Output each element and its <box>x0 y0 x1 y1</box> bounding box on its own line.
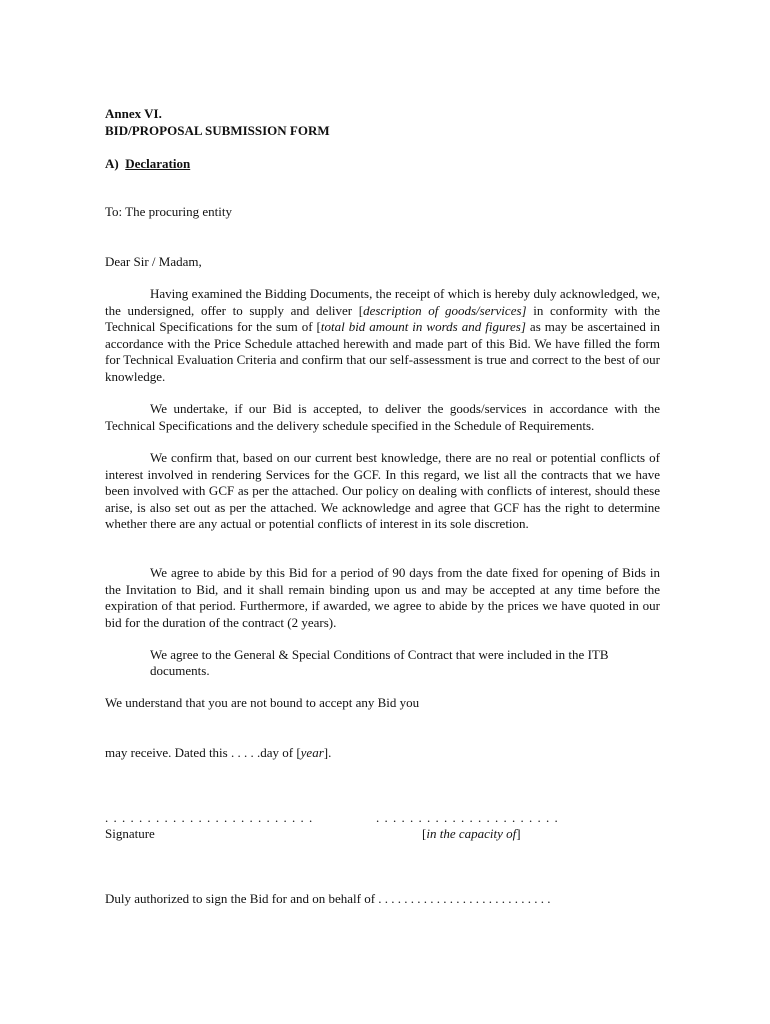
paragraph-2: We undertake, if our Bid is accepted, to deliver the goods/services in accordance with the Technical Specifications and the delivery schedule specified in the Schedule of Requirements. <box>105 401 660 433</box>
section-letter: A) <box>105 156 119 171</box>
paragraph-5-line-1: We agree to the General & Special Conditions of Contract that were included in the ITB <box>150 647 609 662</box>
salutation: Dear Sir / Madam, <box>105 254 202 269</box>
capacity-label: [in the capacity of] <box>422 826 521 841</box>
paragraph-1: Having examined the Bidding Documents, the receipt of which is hereby duly acknowledged, we, the undersigned, offer to supply and deliver [description of goods/services] in conformity with the Technical Specifications for the sum of [total bid amount in words and figures] as may be ascertained in accordance with the Price Schedule attached herewith and made part of this Bid. We have filled the form for Technical Evaluation Criteria and confirm that our self-assessment is true and correct to the best of our knowledge. <box>105 286 660 384</box>
paragraph-4: We agree to abide by this Bid for a period of 90 days from the date fixed for opening of Bids in the Invitation to Bid, and it shall remain binding upon us and may be accepted at any time before the expiration of that period. Furthermore, if awarded, we agree to abide by the prices we have quoted in our bid for the duration of the contract (2 years). <box>105 565 660 630</box>
signature-dots-right: . . . . . . . . . . . . . . . . . . . . . . <box>376 810 559 825</box>
date-line: may receive. Dated this . . . . .day of [year]. <box>105 745 332 760</box>
authorization-line: Duly authorized to sign the Bid for and on behalf of . . . . . . . . . . . . . . . . . . . . . . . . . . . <box>105 891 551 906</box>
paragraph-6: We understand that you are not bound to accept any Bid you <box>105 695 420 710</box>
signature-label: Signature <box>105 826 155 841</box>
form-title: BID/PROPOSAL SUBMISSION FORM <box>105 123 330 138</box>
paragraph-5-line-2: documents. <box>150 663 210 678</box>
annex-label: Annex VI. <box>105 106 162 121</box>
paragraph-3: We confirm that, based on our current best knowledge, there are no real or potential conflicts of interest involved in rendering Services for the GCF. In this regard, we list all the contracts that we have been involved with GCF as per the attached. Our policy on dealing with conflicts of interest, should these arise, is also set out as per the attached. We acknowledge and agree that GCF has the right to determine whether there are any actual or potential conflicts of interest in its sole discretion. <box>105 450 660 531</box>
addressee: To: The procuring entity <box>105 204 233 219</box>
section-title: Declaration <box>125 156 191 171</box>
signature-dots-left: . . . . . . . . . . . . . . . . . . . . . . . . . <box>105 810 314 825</box>
section-heading <box>105 156 190 173</box>
